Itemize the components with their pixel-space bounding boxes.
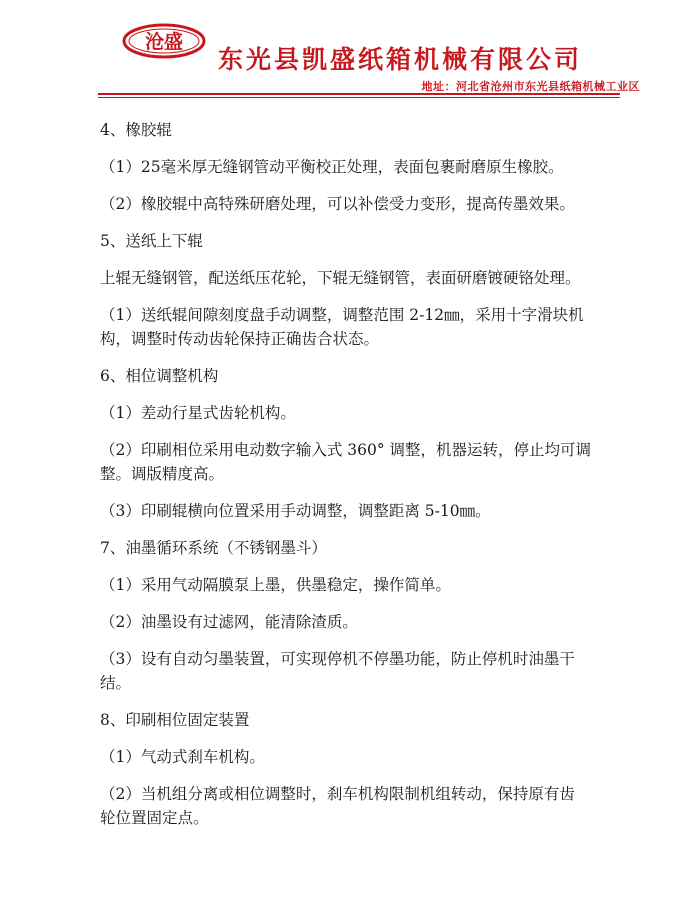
paragraph-line: （1）气动式刹车机构。 — [100, 748, 265, 766]
paragraph-line: 6、相位调整机构 — [100, 367, 219, 385]
paragraph-line: （1）差动行星式齿轮机构。 — [100, 404, 296, 422]
company-logo — [122, 22, 206, 60]
paragraph-line: 5、送纸上下辊 — [100, 232, 203, 250]
paragraph-line: （3）印刷辊横向位置采用手动调整，调整距离 5-10㎜。 — [100, 502, 491, 520]
paragraph-line: （2）当机组分离或相位调整时，刹车机构限制机组转动，保持原有齿 — [100, 785, 575, 803]
letterhead — [0, 0, 700, 100]
paragraph-line: 结。 — [100, 674, 132, 692]
company-address: 地址：河北省沧州市东光县纸箱机械工业区 — [421, 80, 640, 93]
paragraph-line: （2）印刷相位采用电动数字输入式 360° 调整，机器运转，停止均可调 — [100, 441, 592, 459]
paragraph-line: 8、印刷相位固定装置 — [100, 711, 250, 729]
paragraph-line: （1）采用气动隔膜泵上墨，供墨稳定，操作简单。 — [100, 576, 451, 594]
document-body — [100, 118, 625, 830]
paragraph-line: 轮位置固定点。 — [100, 809, 209, 827]
paragraph-line: （1）25毫米厚无缝钢管动平衡校正处理，表面包裹耐磨原生橡胶。 — [100, 158, 564, 176]
paragraph-line: （2）油墨设有过滤网，能清除渣质。 — [100, 613, 358, 631]
paragraph-line: 7、油墨循环系统（不锈钢墨斗） — [100, 539, 327, 557]
logo-text: 沧盛 — [144, 31, 184, 53]
paragraph-line: 构，调整时传动齿轮保持正确齿合状态。 — [100, 330, 380, 348]
paragraph-line: （3）设有自动匀墨装置，可实现停机不停墨功能，防止停机时油墨干 — [100, 650, 575, 668]
paragraph-line: 4、橡胶辊 — [100, 121, 172, 139]
paragraph-line: 整。调版精度高。 — [100, 465, 225, 483]
header-divider — [98, 93, 620, 95]
paragraph-line: 上辊无缝钢管，配送纸压花轮，下辊无缝钢管，表面研磨镀硬铬处理。 — [100, 269, 581, 287]
paragraph-line: （2）橡胶辊中高特殊研磨处理，可以补偿受力变形，提高传墨效果。 — [100, 195, 575, 213]
header-divider-thin — [98, 97, 620, 98]
paragraph-line: （1）送纸辊间隙刻度盘手动调整，调整范围 2-12㎜，采用十字滑块机 — [100, 306, 584, 324]
company-name: 东光县凯盛纸箱机械有限公司 — [218, 45, 583, 74]
